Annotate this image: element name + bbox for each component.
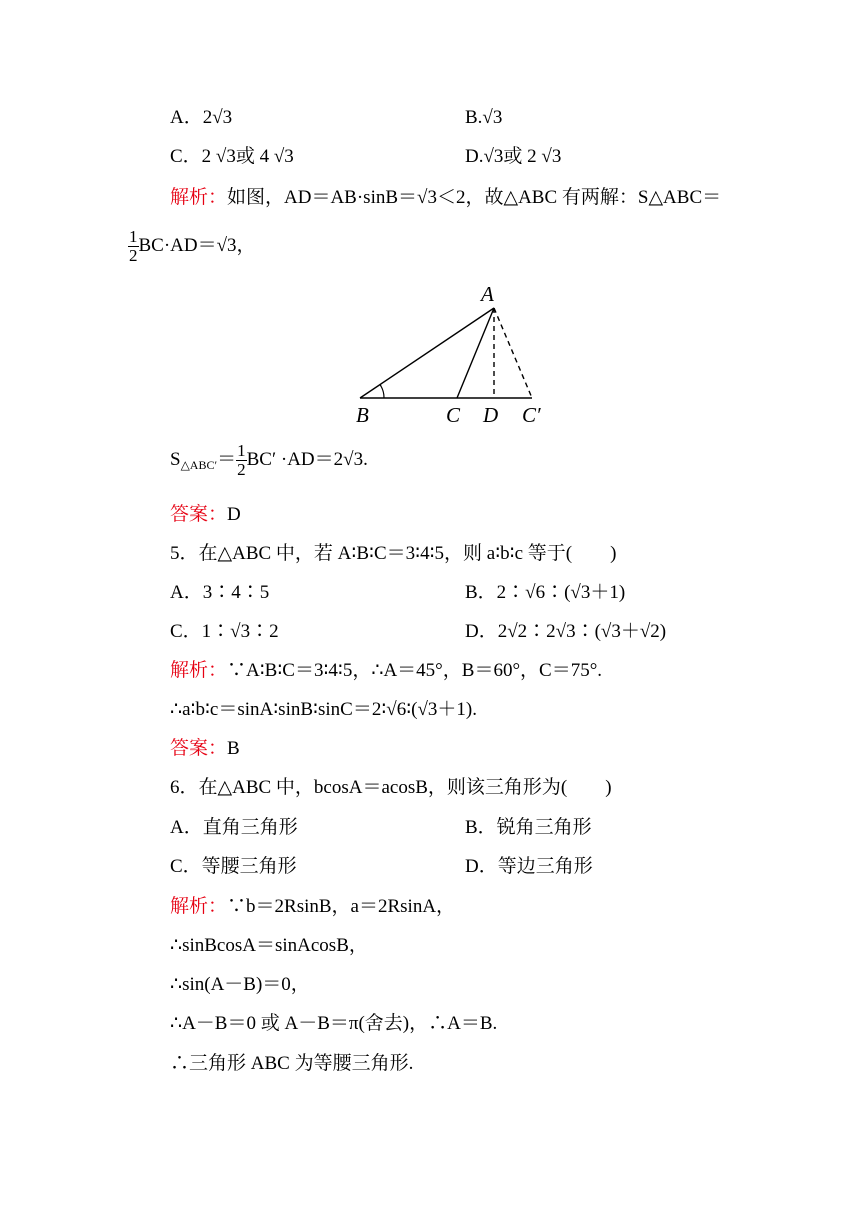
triangle-figure	[340, 280, 560, 430]
q4-analysis-line1	[170, 185, 721, 211]
q4-area-line	[170, 442, 368, 483]
label-c-prime: C′	[522, 403, 541, 427]
q4-fraction-half: $\frac{1}{2}$	[129, 227, 138, 266]
q6-analysis-label: 解析：	[170, 896, 228, 917]
q4-option-a: A．2√3	[170, 107, 233, 128]
q4-option-d: D.√3或 2 √3	[465, 146, 562, 167]
angle-b-arc	[380, 385, 384, 399]
q4-area-s: S	[170, 449, 181, 470]
q4-area-subscript: △ABC′	[180, 458, 218, 472]
q6-option-d: D．等边三角形	[465, 856, 593, 877]
q4-answer	[170, 502, 241, 528]
q4-analysis-line2-text: BC·AD＝√3，	[138, 235, 256, 256]
q4-analysis-text: 如图，AD＝AB·sinB＝√3＜2，故△ABC 有两解：S△ABC＝	[227, 187, 722, 208]
q5-option-c: C．1∶√3∶2	[170, 621, 279, 642]
q6-option-b: B．锐角三角形	[465, 817, 592, 838]
q6-analysis-text: ∵b＝2RsinB，a＝2RsinA，	[227, 896, 456, 917]
q5-option-b: B．2∶√6∶(√3＋1)	[465, 582, 626, 603]
q5-analysis-line2: ∴a∶b∶c＝sinA∶sinB∶sinC＝2∶√6∶(√3＋1).	[170, 699, 477, 720]
q6-analysis-line1	[170, 894, 455, 920]
q4-area-fraction: $\frac{1}{2}$	[237, 441, 246, 480]
q4-option-b: B.√3	[465, 107, 503, 128]
q6-analysis-line4: ∴A－B＝0 或 A－B＝π(舍去)，∴A＝B.	[170, 1013, 498, 1034]
q5-analysis-line1	[170, 658, 602, 684]
q5-option-a: A．3∶4∶5	[170, 582, 270, 603]
q5-analysis-label: 解析：	[170, 660, 228, 681]
q4-option-c: C．2 √3或 4 √3	[170, 146, 294, 167]
label-c: C	[446, 403, 461, 427]
q5-answer-value: B	[227, 738, 240, 759]
q4-area-eq: ＝	[217, 449, 237, 470]
label-d: D	[483, 403, 499, 427]
q4-analysis-line2	[128, 228, 256, 265]
q5-option-d: D．2√2∶2√3∶(√3＋√2)	[465, 621, 667, 642]
q6-option-a: A．直角三角形	[170, 817, 298, 838]
q4-answer-value: D	[227, 504, 241, 525]
q6-option-c: C．等腰三角形	[170, 856, 297, 877]
line-ac	[457, 308, 494, 398]
q4-area-rest: BC′ ·AD＝2√3.	[246, 449, 368, 470]
q6-stem: 6．在△ABC 中，bcosA＝acosB，则该三角形为( )	[170, 777, 612, 798]
label-a: A	[481, 282, 494, 306]
q6-analysis-line2: ∴sinBcosA＝sinAcosB，	[170, 935, 368, 956]
q5-analysis-text: ∵A∶B∶C＝3∶4∶5，∴A＝45°，B＝60°，C＝75°.	[227, 660, 603, 681]
q6-analysis-line5: ∴三角形 ABC 为等腰三角形.	[170, 1053, 414, 1074]
label-b: B	[356, 403, 369, 427]
q5-answer-label: 答案：	[170, 738, 228, 759]
q5-stem: 5．在△ABC 中，若 A∶B∶C＝3∶4∶5，则 a∶b∶c 等于( )	[170, 543, 617, 564]
q5-answer	[170, 736, 240, 762]
q4-analysis-label: 解析：	[170, 187, 228, 208]
line-ac-prime	[494, 308, 532, 398]
q6-analysis-line3: ∴sin(A－B)＝0，	[170, 974, 310, 995]
q4-answer-label: 答案：	[170, 504, 228, 525]
